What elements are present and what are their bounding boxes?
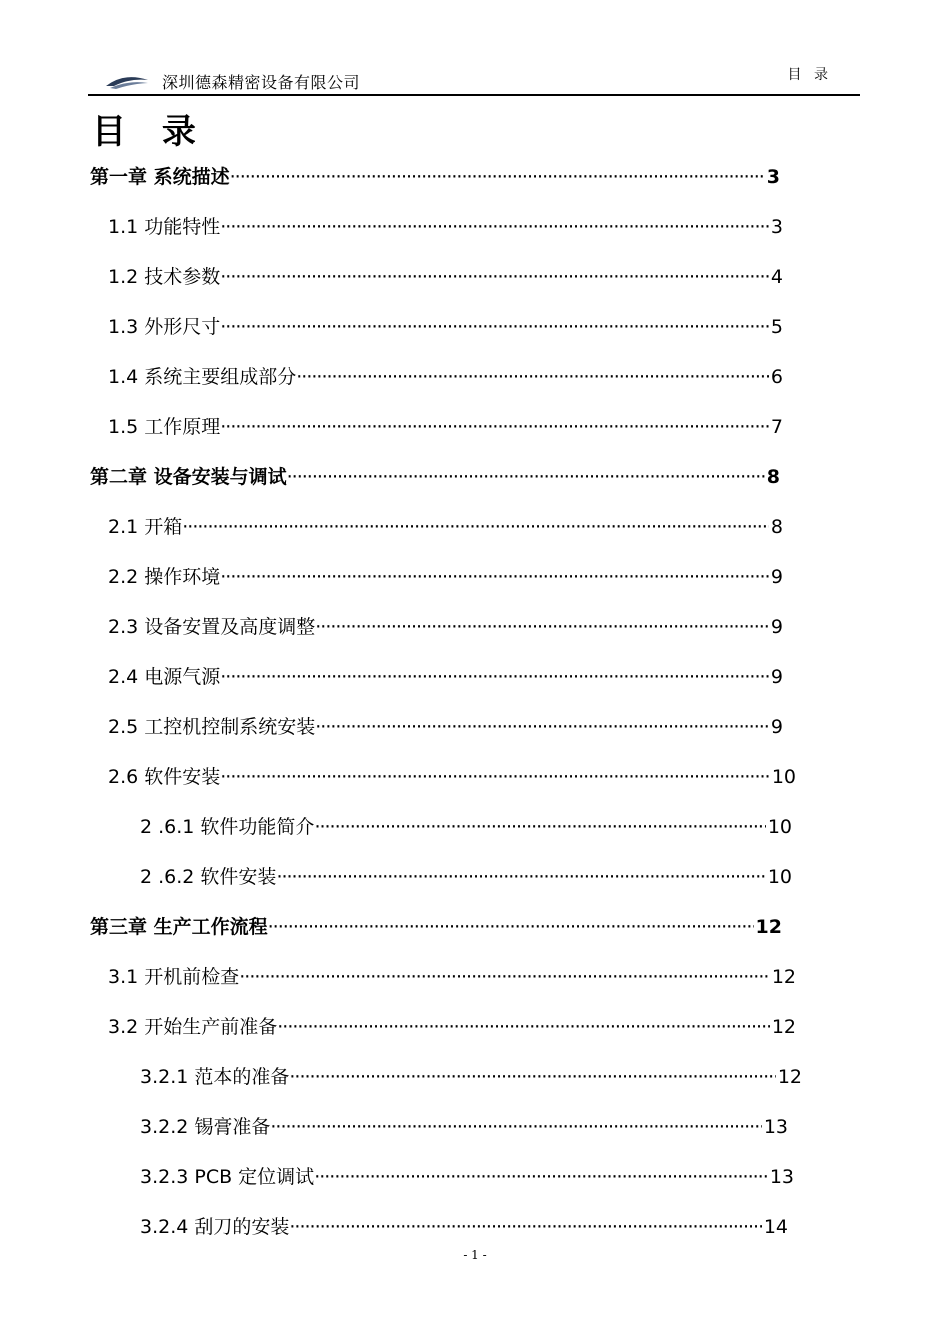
- header-rule: [88, 94, 860, 96]
- page-title: 目 录: [92, 112, 208, 152]
- toc-entry-page: 7: [770, 416, 783, 438]
- company-logo-icon: [104, 72, 150, 90]
- toc-entry[interactable]: [90, 912, 782, 938]
- toc-entry[interactable]: [108, 762, 796, 788]
- toc-entry[interactable]: [140, 1212, 788, 1238]
- header-section-title: 目 录: [787, 67, 832, 83]
- toc-entry-page: 6: [770, 366, 783, 388]
- toc-leader-dots: [289, 1066, 775, 1088]
- toc-leader-dots: [314, 1166, 768, 1188]
- toc-entry[interactable]: [108, 312, 783, 338]
- toc-leader-dots: [277, 1016, 770, 1038]
- toc-entry[interactable]: [140, 1112, 788, 1138]
- toc-entry-label: 1.1 功能特性: [108, 216, 221, 238]
- toc-leader-dots: [239, 966, 770, 988]
- toc-entry-label: 2.3 设备安置及高度调整: [108, 616, 316, 638]
- toc-entry-label: 2.5 工控机控制系统安装: [108, 716, 316, 738]
- toc-entry-page: 8: [766, 466, 780, 488]
- toc-entry-label: 1.2 技术参数: [108, 266, 221, 288]
- toc-entry-page: 9: [770, 566, 783, 588]
- toc-entry-label: 2.4 电源气源: [108, 666, 221, 688]
- toc-leader-dots: [230, 166, 765, 188]
- toc-entry-page: 12: [777, 1066, 802, 1088]
- toc-entry-page: 10: [771, 766, 796, 788]
- toc-entry[interactable]: [140, 862, 792, 888]
- toc-entry-label: 3.2.4 刮刀的安装: [140, 1216, 290, 1238]
- toc-entry-page: 4: [770, 266, 783, 288]
- toc-leader-dots: [315, 616, 769, 638]
- toc-leader-dots: [220, 566, 769, 588]
- toc-leader-dots: [220, 416, 769, 438]
- toc-entry-label: 2.6 软件安装: [108, 766, 221, 788]
- toc-entry[interactable]: [108, 512, 783, 538]
- toc-entry-label: 3.2.1 范本的准备: [140, 1066, 290, 1088]
- toc-entry-label: 1.4 系统主要组成部分: [108, 366, 297, 388]
- toc-entry[interactable]: [90, 162, 780, 188]
- toc-leader-dots: [270, 1116, 761, 1138]
- toc-entry[interactable]: [108, 212, 783, 238]
- toc-entry[interactable]: [140, 812, 792, 838]
- company-name: 深圳德森精密设备有限公司: [162, 73, 361, 92]
- toc-entry-label: 3.2.2 锡膏准备: [140, 1116, 271, 1138]
- toc-leader-dots: [220, 216, 769, 238]
- toc-leader-dots: [220, 766, 770, 788]
- toc-entry-page: 12: [755, 916, 782, 938]
- toc-entry-label: 2.1 开箱: [108, 516, 183, 538]
- toc-entry-page: 13: [763, 1116, 788, 1138]
- toc-entry-label: 第一章 系统描述: [90, 166, 230, 188]
- toc-entry-page: 14: [763, 1216, 788, 1238]
- toc-entry[interactable]: [108, 262, 783, 288]
- toc-leader-dots: [287, 466, 765, 488]
- toc-entry[interactable]: [108, 962, 796, 988]
- toc-leader-dots: [268, 916, 754, 938]
- page-header: [88, 58, 860, 98]
- toc-entry[interactable]: [108, 412, 783, 438]
- toc-entry-label: 3.2.3 PCB 定位调试: [140, 1166, 315, 1188]
- toc-entry[interactable]: [108, 1012, 796, 1038]
- toc-entry-label: 2 .6.2 软件安装: [140, 866, 277, 888]
- toc-leader-dots: [276, 866, 765, 888]
- toc-entry-label: 第三章 生产工作流程: [90, 916, 268, 938]
- toc-entry-page: 10: [767, 866, 792, 888]
- toc-entry[interactable]: [108, 562, 783, 588]
- toc-entry-page: 10: [767, 816, 792, 838]
- toc-entry-page: 13: [769, 1166, 794, 1188]
- toc-leader-dots: [182, 516, 769, 538]
- toc-entry-page: 12: [771, 966, 796, 988]
- toc-leader-dots: [220, 316, 769, 338]
- toc-entry-page: 5: [770, 316, 783, 338]
- toc-entry[interactable]: [90, 462, 780, 488]
- toc-entry-page: 9: [770, 716, 783, 738]
- toc-entry[interactable]: [108, 662, 783, 688]
- page-number: - 1 -: [463, 1248, 487, 1262]
- toc-entry-page: 9: [770, 616, 783, 638]
- toc-leader-dots: [220, 666, 769, 688]
- toc-leader-dots: [314, 816, 765, 838]
- toc-entry-page: 3: [770, 216, 783, 238]
- toc-entry-page: 3: [766, 166, 780, 188]
- toc-entry-label: 3.1 开机前检查: [108, 966, 240, 988]
- toc-leader-dots: [220, 266, 769, 288]
- toc-entry-label: 2 .6.1 软件功能简介: [140, 816, 315, 838]
- toc-leader-dots: [296, 366, 769, 388]
- toc-entry[interactable]: [108, 712, 783, 738]
- toc-leader-dots: [289, 1216, 761, 1238]
- toc-entry-page: 12: [771, 1016, 796, 1038]
- toc-entry[interactable]: [108, 362, 783, 388]
- toc-entry[interactable]: [108, 612, 783, 638]
- toc-entry-label: 1.5 工作原理: [108, 416, 221, 438]
- toc-entry-label: 1.3 外形尺寸: [108, 316, 221, 338]
- toc-entry-label: 第二章 设备安装与调试: [90, 466, 287, 488]
- toc-entry-page: 9: [770, 666, 783, 688]
- toc-entry-page: 8: [770, 516, 783, 538]
- toc-entry[interactable]: [140, 1162, 794, 1188]
- toc-leader-dots: [315, 716, 769, 738]
- toc-entry[interactable]: [140, 1062, 802, 1088]
- toc-entry-label: 2.2 操作环境: [108, 566, 221, 588]
- toc-entry-label: 3.2 开始生产前准备: [108, 1016, 278, 1038]
